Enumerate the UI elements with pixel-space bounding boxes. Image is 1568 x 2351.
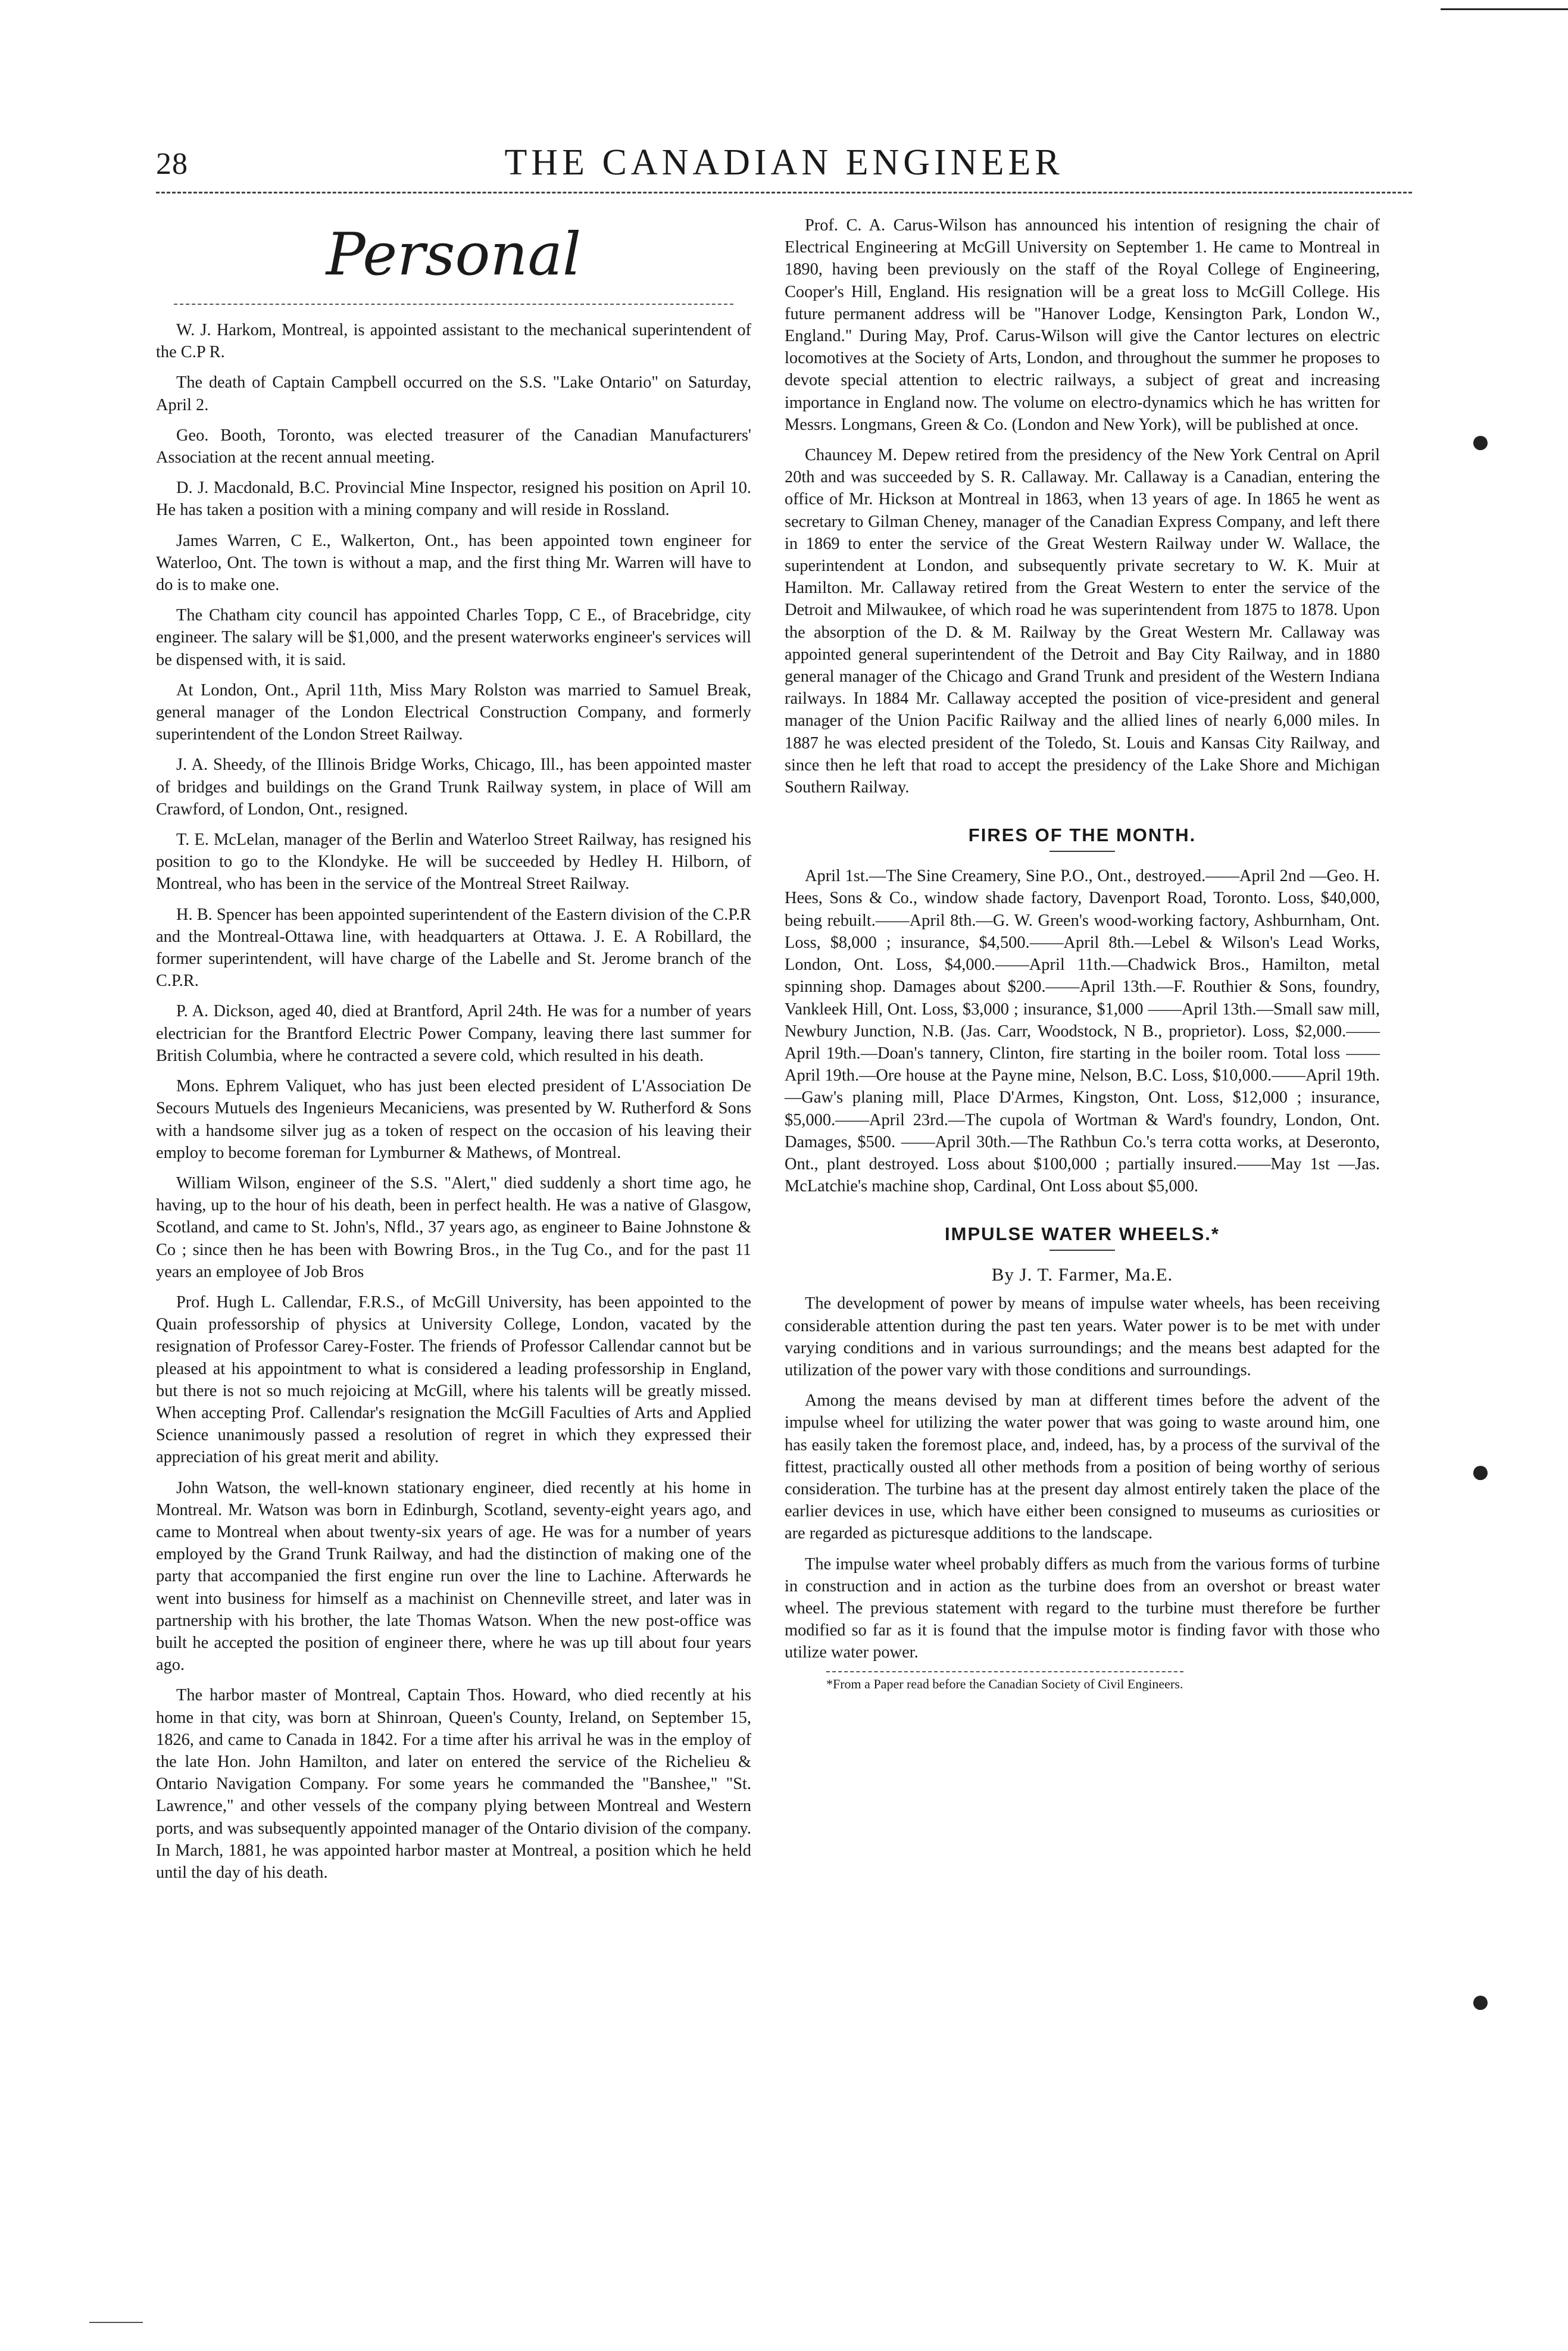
personal-item: The harbor master of Montreal, Captain Thos. Howard, who died recently at his home in that city, was born at Shinroan, Queen's County, Ireland, on September 15, 1826, and came to Canada in 1842. For a time after his arrival he was in the employ of the late Hon. John Hamilton, and later on entered the service of the Richelieu & Ontario Navigation Company. For some years he commanded the "Banshee," "St. Lawrence," and other vessels of the company plying between Montreal and Western ports, and was subsequently appointed manager of the Ontario division of the company. In March, 1881, he was appointed harbor master at Montreal, a position which he held until the day of his death. xyxy=(156,1686,751,1882)
binding-hole-mark: ● xyxy=(1470,1983,1491,2020)
impulse-heading: IMPULSE WATER WHEELS.* xyxy=(945,1223,1220,1245)
impulse-heading-rule xyxy=(1050,1250,1115,1251)
personal-item: W. J. Harkom, Montreal, is appointed assistant to the mechanical superintendent of the C.P R. xyxy=(156,321,751,362)
personal-item: The death of Captain Campbell occurred on the S.S. "Lake Ontario" on Saturday, April 2. xyxy=(156,373,751,414)
personal-item: D. J. Macdonald, B.C. Provincial Mine Inspector, resigned his position on April 10. He has taken a position with a mining company and will reside in Rossland. xyxy=(156,479,751,520)
personal-item: P. A. Dickson, aged 40, died at Brantford, April 24th. He was for a number of years electrician for the Brantford Electric Power Company, leaving there last summer for British Columbia, where he contracted a severe cold, which resulted in his death. xyxy=(156,1002,751,1065)
personal-item: Prof. Hugh L. Callendar, F.R.S., of McGill University, has been appointed to the Quain professorship of physics at University College, London, vacated by the resignation of Professor Carey-Foster. The friends of Professor Callendar cannot but be pleased at his appointment to what is considered a leading professorship in England, but there is not so much rejoicing at McGill, where his talents will be greatly missed. When accepting Prof. Callendar's resignation the McGill Faculties of Arts and Applied Science unanimously passed a resolution of regret in which they expressed their appreciation of his great merit and ability. xyxy=(156,1292,751,1467)
impulse-paragraph: The development of power by means of impulse water wheels, has been receiving considerable attention during the past ten years. Water power is to be met with under varying conditions and in various surroundings; and the means best adapted for the utilization of the power vary with those conditions and surroundings. xyxy=(785,1294,1380,1379)
fires-text: April 1st.—The Sine Creamery, Sine P.O., Ont., destroyed.——April 2nd —Geo. H. Hees, Sons & Co., window shade factory, Davenport Road, Toronto. Loss, $40,000, being rebuilt.——April 8th.—G. W. Green's wood-working factory, Ashburnham, Ont. Loss, $8,000 ; insurance, $4,500.——April 8th.—Lebel & Wilson's Lead Works, London, Ont. Loss, $4,000.——April 11th.—Chadwick Bros., Hamilton, metal spinning shop. Damages about $200.——April 13th.—F. Routhier & Sons, foundry, Vankleek Hill, Ont. Loss, $3,000 ; insurance, $1,000 ——April 13th.—Small saw mill, Newbury Junction, N.B. (Jas. Carr, Woodstock, N B., proprietor). Loss, $2,000.——April 19th.—Doan's tannery, Clinton, fire starting in the boiler room. Total loss ——April 19th.—Ore house at the Payne mine, Nelson, B.C. Loss, $10,000.——April 19th.—Gaw's planing mill, Place D'Armes, Kingston, Ont. Loss, $12,000 ; insurance, $5,000.——April 23rd.—The cupola of Wortman & Ward's foundry, London, Ont. Damages, $500. ——April 30th.—The Rathbun Co.'s terra cotta works, at Deseronto, Ont., plant destroyed. Loss about $100,000 ; partially insured.——May 1st —Jas. McLatchie's machine shop, Cardinal, Ont Loss about $5,000. xyxy=(785,867,1380,1196)
personal-item: Mons. Ephrem Valiquet, who has just been elected president of L'Association De Secours Mutuels des Ingenieurs Mecaniciens, was presented by W. Rutherford & Sons with a handsome silver jug as a token of respect on the occasion of his leaving their employ to become foreman for Lymburner & Mathews, of Montreal. xyxy=(156,1077,751,1162)
personal-item: The Chatham city council has appointed Charles Topp, C E., of Bracebridge, city engineer. The salary will be $1,000, and the present waterworks engineer's services will be dispensed with, it is said. xyxy=(156,606,751,669)
binding-hole-mark: ● xyxy=(1470,1453,1491,1490)
top-edge-rule xyxy=(1441,8,1568,10)
personal-item: At London, Ont., April 11th, Miss Mary Rolston was married to Samuel Break, general manager of the London Electrical Construction Company, and formerly superintendent of the London Street Railway. xyxy=(156,680,751,744)
left-column xyxy=(156,214,751,1884)
personal-item: J. A. Sheedy, of the Illinois Bridge Works, Chicago, Ill., has been appointed master of bridges and buildings on the Grand Trunk Railway system, in place of Will am Crawford, of London, Ont., resigned. xyxy=(156,755,751,819)
personal-section-title: Personal xyxy=(326,221,582,289)
page-number: 28 xyxy=(156,147,188,181)
personal-item: Geo. Booth, Toronto, was elected treasurer of the Canadian Manufacturers' Association at the recent annual meeting. xyxy=(156,426,751,467)
impulse-footnote: *From a Paper read before the Canadian Society of Civil Engineers. xyxy=(826,1676,1183,1691)
fires-heading-rule xyxy=(1050,851,1115,852)
personal-item: John Watson, the well-known stationary engineer, died recently at his home in Montreal. Mr. Watson was born in Edinburgh, Scotland, seventy-eight years ago, and came to Montreal when about twenty-six years of age. He was for a number of years employed by the Grand Trunk Railway, and had the distinction of making one of the party that accompanied the first engine run over the line to Lachine. Afterwards he went into business for himself as a machinist on Chenneville street, and later was in partnership with his brother, the late Thomas Watson. When the new post-office was built he accepted the position of engineer there, where he was up till about four years ago. xyxy=(156,1478,751,1675)
right-column xyxy=(785,214,1380,1693)
fires-heading: FIRES OF THE MONTH. xyxy=(968,825,1197,846)
footnote-rule xyxy=(826,1671,1183,1672)
personal-item: H. B. Spencer has been appointed superintendent of the Eastern division of the C.P.R and the Montreal-Ottawa line, with headquarters at Ottawa. J. E. A Robillard, the former superintendent, will have charge of the Labelle and St. Jerome branch of the C.P.R. xyxy=(156,905,751,991)
header-rule xyxy=(156,192,1412,193)
personal-item: T. E. McLelan, manager of the Berlin and Waterloo Street Railway, has resigned his position to go to the Klondyke. He will be succeeded by Hedley H. Hilborn, of Montreal, who has been in the service of the Montreal Street Railway. xyxy=(156,831,751,894)
binding-hole-mark: ● xyxy=(1470,423,1491,460)
personal-item: Chauncey M. Depew retired from the presidency of the New York Central on April 20th and was succeeded by S. R. Callaway. Mr. Callaway is a Canadian, entering the office of Mr. Hickson at Montreal in 1863, when 13 years of age. In 1865 he went as secretary to Gilman Cheney, manager of the Canadian Express Company, and left there in 1869 to enter the service of the Great Western Railway under W. Wallace, the superintendent at London, and subsequently private secretary to W. K. Muir at Hamilton. Mr. Callaway retired from the Great Western to enter the service of the Detroit and Milwaukee, of which road he was superintendent from 1875 to 1878. Upon the absorption of the D. & M. Railway by the Great Western Mr. Callaway was appointed general superintendent of the Detroit and Bay City Railway, and in 1880 general manager of the Chicago and Grand Trunk and president of the Western Indiana railways. In 1884 Mr. Callaway accepted the position of vice-president and general manager of the Union Pacific Railway and the allied lines of nearly 6,000 miles. In 1887 he was elected president of the Toledo, St. Louis and Kansas City Railway, and since then he left that road to accept the presidency of the Lake Shore and Michigan Southern Railway. xyxy=(785,446,1380,797)
personal-title-rule xyxy=(174,304,733,305)
personal-item: James Warren, C E., Walkerton, Ont., has been appointed town engineer for Waterloo, Ont. The town is without a map, and the first thing Mr. Warren will have to do is to make one. xyxy=(156,531,751,595)
impulse-paragraph: The impulse water wheel probably differs as much from the various forms of turbine in construction and in action as the turbine does from an overshot or breast water wheel. The previous statement with regard to the turbine must therefore be further modified so far as it is found that the impulse motor is finding favor with those who utilize water power. xyxy=(785,1554,1380,1662)
running-head: THE CANADIAN ENGINEER xyxy=(504,142,1064,183)
bottom-edge-mark xyxy=(89,2322,143,2323)
impulse-byline: By J. T. Farmer, Ma.E. xyxy=(991,1264,1173,1285)
impulse-paragraph: Among the means devised by man at different times before the advent of the impulse wheel for utilizing the water power that was going to waste around him, one has easily taken the foremost place, and, indeed, has, by a process of the survival of the fittest, practically ousted all other methods from a position of being worthy of serious consideration. The turbine has at the present day almost entirely taken the place of the earlier devices in use, which have either been consigned to museums as curiosities or are regarded as picturesque additions to the landscape. xyxy=(785,1391,1380,1543)
personal-item: William Wilson, engineer of the S.S. "Alert," died suddenly a short time ago, he having, up to the hour of his death, been in perfect health. He was a native of Glasgow, Scotland, and came to St. John's, Nfld., 37 years ago, as engineer to Baine Johnstone & Co ; since then he has been with Bowring Bros., in the Tug Co., and for the past 11 years an employee of Job Bros xyxy=(156,1173,751,1281)
personal-item: Prof. C. A. Carus-Wilson has announced his intention of resigning the chair of Electrical Engineering at McGill University on September 1. He came to Montreal in 1890, having been previously on the staff of the Royal College of Engineering, Cooper's Hill, England. His resignation will be a great loss to McGill College. His future permanent address will be "Hanover Lodge, Kensington Park, London W., England." During May, Prof. Carus-Wilson will give the Cantor lectures on electric locomotives at the Society of Arts, London, and throughout the summer he proposes to devote special attention to electric railways, a subject of great and increasing importance in England now. The volume on electro-dynamics which he has written for Messrs. Longmans, Green & Co. (London and New York), will be published at once. xyxy=(785,216,1380,434)
